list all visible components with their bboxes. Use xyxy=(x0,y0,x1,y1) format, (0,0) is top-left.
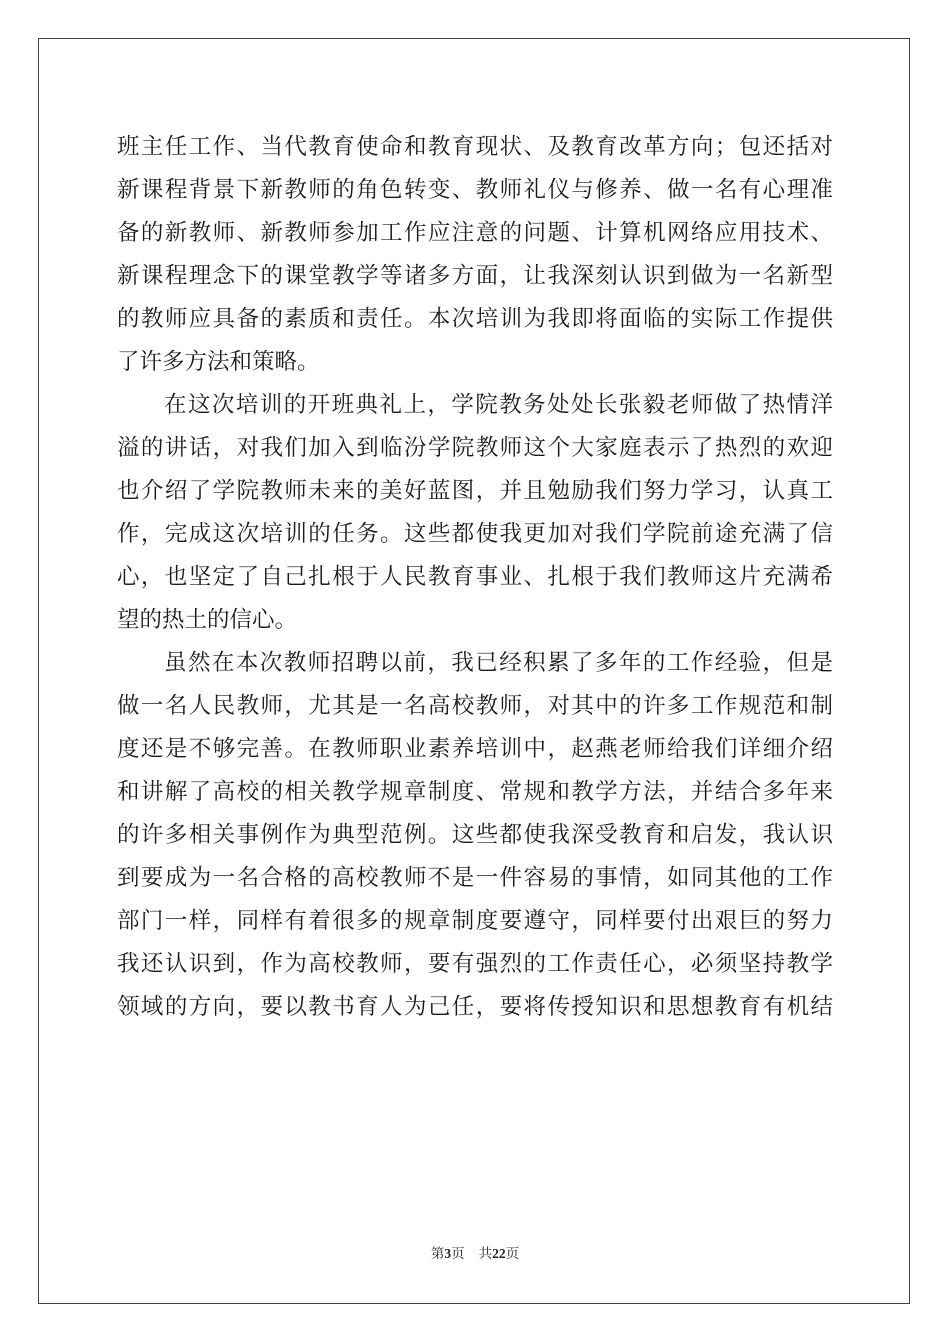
text-line: 了许多方法和策略。 xyxy=(117,349,320,375)
text-line: 望的热土的信心。 xyxy=(117,607,298,633)
text-line: 度还是不够完善。在教师职业素养培训中，赵燕老师给我们详细介绍 xyxy=(117,736,833,762)
footer-page-unit: 页 xyxy=(451,1246,465,1262)
paragraph xyxy=(117,642,833,1029)
footer-prefix: 第 xyxy=(430,1246,445,1262)
text-line: 的教师应具备的素质和责任。本次培训为我即将面临的实际工作提供 xyxy=(117,306,833,332)
text-line: 作，完成这次培训的任务。这些都使我更加对我们学院前途充满了信 xyxy=(117,521,833,547)
text-line: 新课程理念下的课堂教学等诸多方面，让我深刻认识到做为一名新型 xyxy=(117,263,833,289)
text-line: 的许多相关事例作为典型范例。这些都使我深受教育和启发，我认识 xyxy=(117,822,833,848)
text-line: 到要成为一名合格的高校教师不是一件容易的事情，如同其他的工作 xyxy=(117,865,833,891)
text-line: 领域的方向，要以教书育人为己任，要将传授知识和思想教育有机结 xyxy=(117,994,833,1020)
text-line: 在这次培训的开班典礼上，学院教务处处长张毅老师做了热情洋 xyxy=(164,392,833,418)
text-line: 虽然在本次教师招聘以前，我已经积累了多年的工作经验，但是 xyxy=(164,650,833,676)
text-line: 溢的讲话，对我们加入到临汾学院教师这个大家庭表示了热烈的欢迎 xyxy=(117,435,833,461)
document-body xyxy=(117,126,833,1029)
footer-total-prefix: 共 xyxy=(478,1246,493,1262)
paragraph xyxy=(117,384,833,642)
text-line: 也介绍了学院教师未来的美好蓝图，并且勉励我们努力学习，认真工 xyxy=(117,478,833,504)
text-line: 我还认识到，作为高校教师，要有强烈的工作责任心，必须坚持教学 xyxy=(117,951,833,977)
page-footer xyxy=(0,1245,950,1263)
paragraph xyxy=(117,126,833,384)
text-line: 班主任工作、当代教育使命和教育现状、及教育改革方向；包还括对 xyxy=(117,134,833,160)
text-line: 新课程背景下新教师的角色转变、教师礼仪与修养、做一名有心理准 xyxy=(117,177,833,203)
text-line: 心，也坚定了自己扎根于人民教育事业、扎根于我们教师这片充满希 xyxy=(117,564,833,590)
text-line: 做一名人民教师，尤其是一名高校教师，对其中的许多工作规范和制 xyxy=(117,693,833,719)
total-page-count: 22 xyxy=(492,1246,506,1261)
text-line: 和讲解了高校的相关教学规章制度、常规和教学方法，并结合多年来 xyxy=(117,779,833,805)
text-line: 备的新教师、新教师参加工作应注意的问题、计算机网络应用技术、 xyxy=(117,220,833,246)
footer-total-unit: 页 xyxy=(505,1246,520,1262)
text-line: 部门一样，同样有着很多的规章制度要遵守，同样要付出艰巨的努力 xyxy=(117,908,833,934)
current-page-number: 3 xyxy=(444,1246,452,1261)
